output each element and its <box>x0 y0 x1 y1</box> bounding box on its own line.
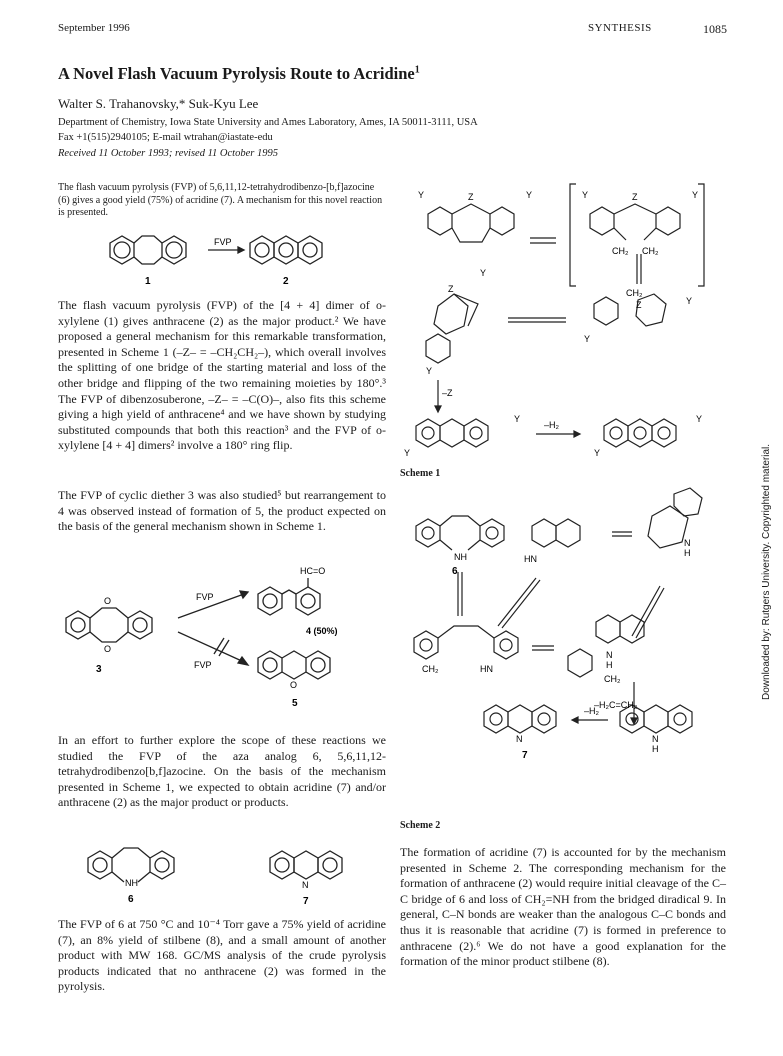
paragraph-1: The flash vacuum pyrolysis (FVP) of the [4 + 4] dimer of o-xylylene (1) gives anthracene (2) as the major product.² We have proposed a general mechanism for this remarkable transformation, presented in Scheme 1 (–Z– = –CH₂CH₂–), which overall involves the splitting of one bridge of the starting material and loss of the other bridge and flipping of the two remaining moieties by 180°.³ The FVP of dibenzosuberone, –Z– = –C(O)–, also fits this scheme giving a high yield of anthracene⁴ and we have shown by studying substituted compounds that both this reaction³ and the FVP of o-xylylene [4 + 4] dimers² involve a 180° ring flip. <box>58 298 386 453</box>
minus-h2-label-1: –H₂ <box>544 420 559 430</box>
z-label-2: Z <box>632 192 638 202</box>
page-number: 1085 <box>703 22 727 36</box>
title-footnote-ref: 1 <box>414 64 420 76</box>
authors: Walter S. Trahanovsky,* Suk-Kyu Lee <box>58 96 259 111</box>
paragraph-4: The FVP of 6 at 750 °C and 10⁻⁴ Torr gave a 75% yield of acridine (7), an 8% yield of stilbene (8), and a small amount of another product with MW 168. GC/MS analysis of the crude pyrolysis products indicated that no anthracene (2) was formed in the pyrolysis. <box>58 917 386 994</box>
compound-1-label: 1 <box>145 276 151 287</box>
y-label-6: Y <box>426 366 433 376</box>
oxygen-label-5: O <box>290 680 298 690</box>
h-label-dha: H <box>652 744 659 754</box>
hn-label-2: HN <box>480 664 493 674</box>
paragraph-5: The formation of acridine (7) is accounted for by the mechanism presented in Scheme 2. The corresponding mechanism for the formation of anthracene (2) would require initial cleavage of the C–C bridge of 6 and loss of CH₂=NH from the bridged diradical 9. In general, C–N bonds are weaker than the analogous C–C bonds and thus it is reasonable that acridine (7) is formed in preference to anthracene (2).⁶ We do not have a good explanation for the formation of the minor product stilbene (8). <box>400 845 726 969</box>
minus-z-label: –Z <box>442 388 453 398</box>
received-date: Received 11 October 1993; revised 11 October 1995 <box>58 148 278 159</box>
n-label-thq: N <box>606 650 613 660</box>
fvp-label-top: FVP <box>196 592 214 602</box>
ch2-label-s2: CH₂ <box>422 664 439 674</box>
figure-3-to-4-5 <box>58 560 388 732</box>
y-label-1: Y <box>418 190 425 200</box>
y-label-5: Y <box>480 268 487 278</box>
nh-label-s2: NH <box>454 552 467 562</box>
compound-5-label: 5 <box>292 698 298 709</box>
oxygen-label-top: O <box>104 596 112 606</box>
fvp-label-bottom: FVP <box>194 660 212 670</box>
y-label-3: Y <box>582 190 589 200</box>
fvp-label: FVP <box>214 237 232 247</box>
n-label-dha: N <box>652 734 659 744</box>
journal-name: SYNTHESIS <box>588 22 652 34</box>
y-label-12: Y <box>594 448 601 458</box>
ethylene-loss-label: –H₂C=CH₂ <box>594 700 638 710</box>
article-title: A Novel Flash Vacuum Pyrolysis Route to Acridine$^1$ <box>58 64 420 83</box>
scheme-2-label: Scheme 2 <box>400 820 441 831</box>
y-label-4: Y <box>692 190 699 200</box>
ch2-label-thq: CH₂ <box>604 674 621 684</box>
y-label-2: Y <box>526 190 533 200</box>
hn-label-1: HN <box>524 554 537 564</box>
affiliation: Department of Chemistry, Iowa State University and Ames Laboratory, Ames, IA 50011-3111, USA <box>58 117 478 128</box>
nh-label-6: NH <box>125 878 138 888</box>
y-label-10: Y <box>404 448 411 458</box>
download-notice: Downloaded by: Rutgers University. Copyrighted material. <box>761 443 772 700</box>
figure-6-and-7 <box>80 838 370 912</box>
y-label-11: Y <box>696 414 703 424</box>
compound-6-s2-label: 6 <box>452 566 458 577</box>
n-label-7: N <box>302 880 309 890</box>
z-label-3: Z <box>448 284 454 294</box>
header-date: September 1996 <box>58 22 130 34</box>
compound-4-label: 4 (50%) <box>306 626 338 636</box>
z-label-1: Z <box>468 192 474 202</box>
aldehyde-label: HC=O <box>300 566 326 576</box>
z-label-4: Z <box>636 300 642 310</box>
scheme-1-figure <box>398 176 738 466</box>
minus-h2-label-2: –H₂ <box>584 706 599 716</box>
ch2-label-1: CH₂ <box>612 246 629 256</box>
abstract: The flash vacuum pyrolysis (FVP) of 5,6,11,12-tetrahydrodibenzo-[b,f]azocine (6) gives a good yield (75%) of acridine (7). A mechanism for this novel reaction is presented. <box>58 182 383 218</box>
figure-1-to-2 <box>90 228 350 290</box>
contact-info: Fax +1(515)2940105; E-mail wtrahan@iastate-edu <box>58 132 273 143</box>
compound-2-label: 2 <box>283 276 289 287</box>
paragraph-2: The FVP of cyclic diether 3 was also studied⁵ but rearrangement to 4 was observed instead of formation of 5, the product expected on the basis of the general mechanism shown in Scheme 1. <box>58 488 386 534</box>
compound-7-label: 7 <box>303 896 309 907</box>
compound-7-s2-label: 7 <box>522 750 528 761</box>
compound-3-label: 3 <box>96 664 102 675</box>
h-label-cage: H <box>684 548 691 558</box>
ch2-label-2: CH₂ <box>642 246 659 256</box>
scheme-2-figure <box>398 486 738 796</box>
y-label-9: Y <box>514 414 521 424</box>
n-label-acridine: N <box>516 734 523 744</box>
compound-6-label: 6 <box>128 894 134 905</box>
n-label-cage: N <box>684 538 691 548</box>
scheme-1-label: Scheme 1 <box>400 468 441 479</box>
y-label-8: Y <box>584 334 591 344</box>
paragraph-3: In an effort to further explore the scope of these reactions we studied the FVP of the aza analog 6, 5,6,11,12-tetrahydrodibenzo[b,f]azocine. On the basis of the mechanism presented in Scheme 1, we expected to obtain acridine (7) and/or anthracene (2) as the major product or products. <box>58 733 386 810</box>
y-label-7: Y <box>686 296 693 306</box>
oxygen-label-bottom: O <box>104 644 112 654</box>
ch2-label-3: CH₂ <box>626 288 643 298</box>
h-label-thq: H <box>606 660 613 670</box>
